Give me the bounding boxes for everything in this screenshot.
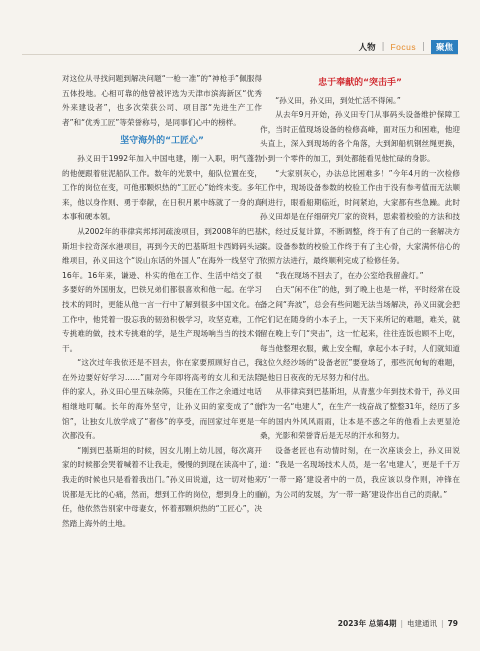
header-divider: | <box>422 42 425 52</box>
body-paragraph: “刚到巴基斯坦的时候，因女儿刚上幼儿园，每次离开家的时候都会哭着喊着不让我走，慢慢的到现在读高中了，我走的时候也只是看着我出门。”孙义田说道，这一切对他来说都是无比的心痛，然而，想到工作的岗位，想到身上的重任，他依然告别家中母妻女，怀着那颗炽热的“工匠心”，决然踏上海外的土地。 <box>62 445 262 528</box>
issue-label: 2023年 总第4期 <box>337 619 397 628</box>
footer-divider: | <box>441 619 444 628</box>
section-people: 人物 <box>358 43 376 53</box>
body-paragraph: 从2002年的菲律宾邦邦河疏浚项目，到2008年的巴基斯坦卡拉奇深水港项目，再到今天的巴基斯坦卡西姆码头运维项目，孙义田这个“说山东话的外国人”在海外一线坚守了16年。16年来，谦逊、朴实的他在工作、生活中结交了很多要好的外国朋友，巴铁兄弟们都很喜欢和他一起。在学习技术的同时，更能从他一言一行中了解到很多中国文化。在工作中，他凭着一股忘我的韧劲积极学习，攻坚克难，工作专挑难的做，技术专挑难的学，是生产现场响当当的技术骨干。 <box>62 226 262 353</box>
page-number: 79 <box>447 619 458 628</box>
body-paragraph: “大家别灰心，办法总比困难多！”今年4月的一次检修工作中，现场设备参数的校验工作由于没有参考值而无法顺利进行，眼看船期临近，时间紧迫，大家都有些急躁。此时孙义田却是在仔细研究厂家的资料，思索着校验的方法和技术，经过反复计算，不断调整，终于有了自己的一套解决方案。设备参数的校验工作终于有了主心骨，大家满怀信心的依照方法进行，最终顺利完成了检修任务。 <box>260 168 460 266</box>
body-paragraph: 从菲律宾到巴基斯坦，从青葱少年到技术骨干，孙义田作为一名“电建人”，在生产一线奋战了整整31年，经历了多年的国内外风风雨雨，让本是不惑之年的他看上去更显沧桑，光影和荣誉背后是无尽的汗水和努力。 <box>260 387 460 441</box>
body-paragraph: “孙义田，孙义田，到处忙活不得闲。” <box>275 95 401 105</box>
header-divider: | <box>381 42 385 52</box>
left-column <box>62 72 262 531</box>
page-header <box>359 40 458 54</box>
body-paragraph: 白天“闲不住”的他，到了晚上也是一样，平时经常在设备之间“奔波”，总会有些问题无法当场解决，孙义田就会把它们记在随身的小本子上，一天下来所记的难题，难关，就留在晚上专门“突击”，这一忙起来，往往连饭也顾不上吃，每当他整理衣服，戴上安全帽，拿起小本子时，人们就知道这位久经沙场的“设备老匠”要登场了，那些沉甸甸的难题，是他日日夜夜的无尽努力和付出。 <box>260 285 460 382</box>
body-paragraph: 设备老匠也有动情时刻，在一次座谈会上，孙义田说道：“我是一名现场技术人员，是一名‘电建人’，更是千千万万‘一带一路’建设者中的一员，我应该以身作则，冲锋在前，为公司的发展，为‘一带一路’建设作出自己的贡献。” <box>260 445 460 499</box>
page-footer <box>338 618 458 629</box>
section-title: 忠于奉献的“突击手” <box>318 78 402 88</box>
body-paragraph: “我在现场不回去了，在办公室给我留盏灯。” <box>275 270 424 280</box>
section-title: 坚守海外的“工匠心” <box>120 136 204 147</box>
body-paragraph: “这次过年我依还是不回去，你在家要照顾好自己，我在外边要好好学习……”面对今年即将高考的女儿和无法陪伴的家人，孙义田心里五味杂陈，只能在工作之余通过电话相继地叮嘱。长年的海外坚守，让孙义田的家变成了“旅馆”，让独女儿放学成了“奢侈”的享受，而回家过年更是一次都没有。 <box>62 358 262 441</box>
body-paragraph: 孙义田于1992年加入中国电建，刚一入职，明气蓬勃的他便跟着驻泥船队工作。数年的光景中，船队位置在变，工作的岗位在变，可他那颗炽热的“工匠心”始终未变。多年来，他以身作则、勇于奉献，在日积月累中练就了一身的真本事和硬本领。 <box>62 153 262 222</box>
header-rule <box>22 54 458 55</box>
section-column: 聚焦 <box>431 40 458 54</box>
magazine-name: 电建通讯 <box>407 619 438 628</box>
body-paragraph: 从去年9月开始，孙义田专门从事码头设备维护保障工作，当时正值现场设备的检修高峰，面对压力和困难，他迎头直上，深入到现场的各个角落，大到卸船机钢丝绳更换，小到一个零件的加工，到处都能看见他忙碌的身影。 <box>260 110 460 163</box>
intro-paragraph: 对这位从寻找问题到解决问题“一枪一准”的“神枪手”佩服得五体投地。心相可靠的他曾被评选为天津市滨海新区“优秀外来建设者”，也多次荣获公司、项目部“先进生产工作者”和“优秀工匠”等荣誉称号，是同事们心中的榜样。 <box>62 74 262 127</box>
footer-divider: | <box>400 619 404 628</box>
section-focus: Focus <box>390 42 417 52</box>
right-column <box>260 72 460 502</box>
